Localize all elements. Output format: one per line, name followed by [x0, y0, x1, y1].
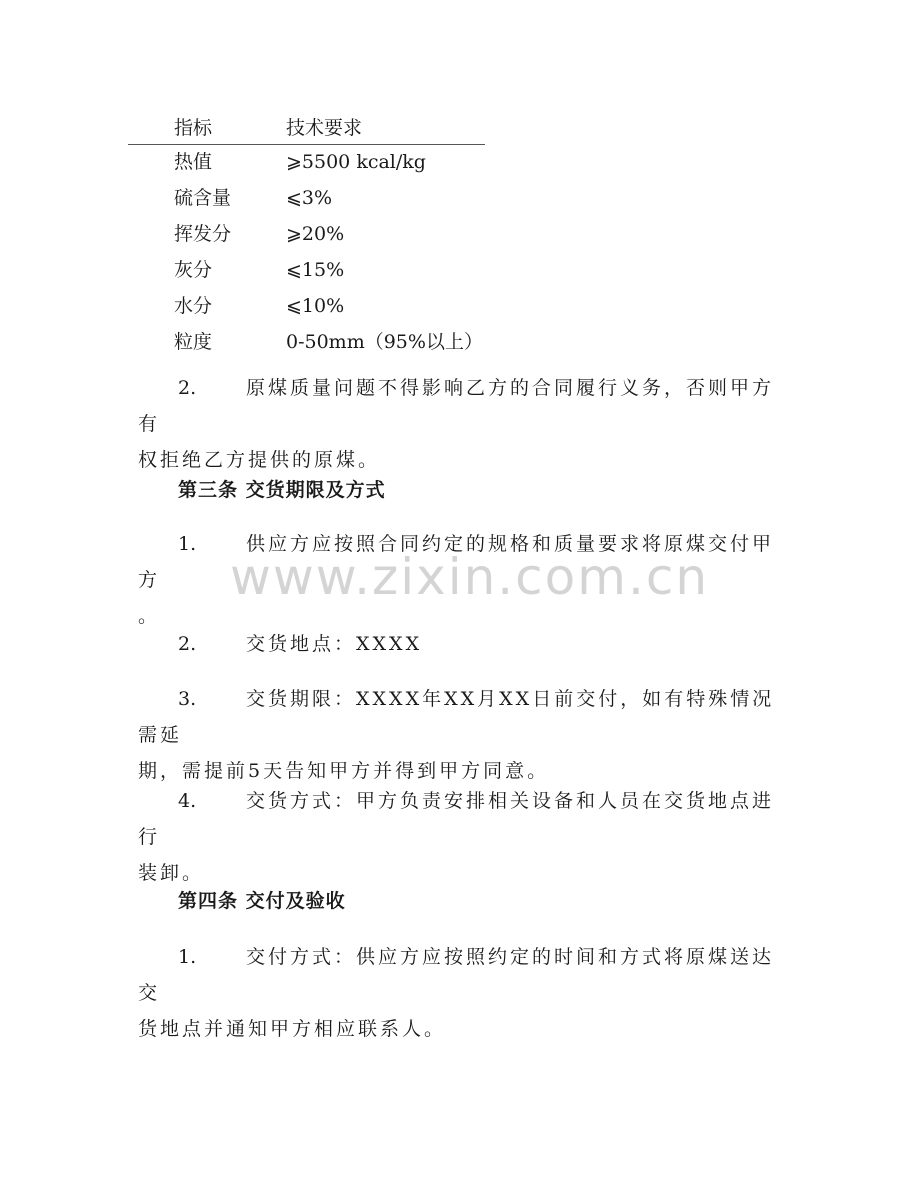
row-requirement: ⩾5500 kcal/kg — [286, 151, 426, 173]
row-indicator: 水分 — [174, 295, 213, 317]
row-requirement: ⩽15% — [286, 259, 345, 281]
spec-table — [128, 112, 485, 361]
row-indicator: 硫含量 — [174, 187, 232, 209]
header-requirement: 技术要求 — [286, 117, 363, 139]
clause-number: 1. — [178, 533, 197, 555]
row-indicator: 热值 — [174, 151, 213, 173]
clause-text-continued: 期，需提前5天告知甲方并得到甲方同意。 — [138, 760, 550, 782]
clause-number: 4. — [178, 790, 197, 812]
row-indicator: 挥发分 — [174, 223, 232, 245]
section-title: 第三条 交货期限及方式 — [178, 479, 386, 501]
row-requirement: 0-50mm（95%以上） — [286, 331, 483, 353]
table-row — [128, 145, 485, 181]
clause-item — [138, 939, 778, 1047]
clause-number: 2. — [178, 633, 197, 655]
row-requirement: ⩽10% — [286, 295, 345, 317]
row-indicator: 粒度 — [174, 331, 213, 353]
clause-text: 交货方式：甲方负责安排相关设备和人员在交货地点进行 — [138, 790, 775, 848]
clause-item — [138, 626, 778, 662]
clause-number: 2. — [178, 377, 197, 399]
row-indicator: 灰分 — [174, 259, 213, 281]
watermark: www.zixin.com.cn — [230, 548, 710, 606]
table-row — [128, 181, 485, 217]
clause-text-continued: 权拒绝乙方提供的原煤。 — [138, 449, 381, 471]
clause-item — [138, 783, 778, 891]
clause-text: 供应方应按照合同约定的规格和质量要求将原煤交付甲方 — [138, 533, 775, 591]
table-row — [128, 325, 485, 361]
quality-clause — [138, 370, 778, 478]
clause-text: 交付方式：供应方应按照约定的时间和方式将原煤送达交 — [138, 946, 775, 1004]
table-row — [128, 253, 485, 289]
clause-text-continued: 货地点并通知甲方相应联系人。 — [138, 1018, 447, 1040]
section-title: 第四条 交付及验收 — [178, 890, 346, 912]
clause-text-continued: 装卸。 — [138, 862, 205, 884]
row-requirement: ⩽3% — [286, 187, 333, 209]
clause-text-continued: 。 — [138, 605, 161, 627]
clause-item — [138, 681, 778, 789]
clause-text: 原煤质量问题不得影响乙方的合同履行义务，否则甲方有 — [138, 377, 775, 435]
row-requirement: ⩾20% — [286, 223, 345, 245]
clause-text: 交货地点：XXXX — [246, 633, 423, 655]
header-indicator: 指标 — [174, 117, 213, 139]
clause-number: 3. — [178, 688, 197, 710]
clause-number: 1. — [178, 946, 197, 968]
spec-table-header — [128, 112, 485, 145]
table-row — [128, 289, 485, 325]
table-row — [128, 217, 485, 253]
clause-text: 交货期限：XXXX年XX月XX日前交付，如有特殊情况需延 — [138, 688, 775, 746]
